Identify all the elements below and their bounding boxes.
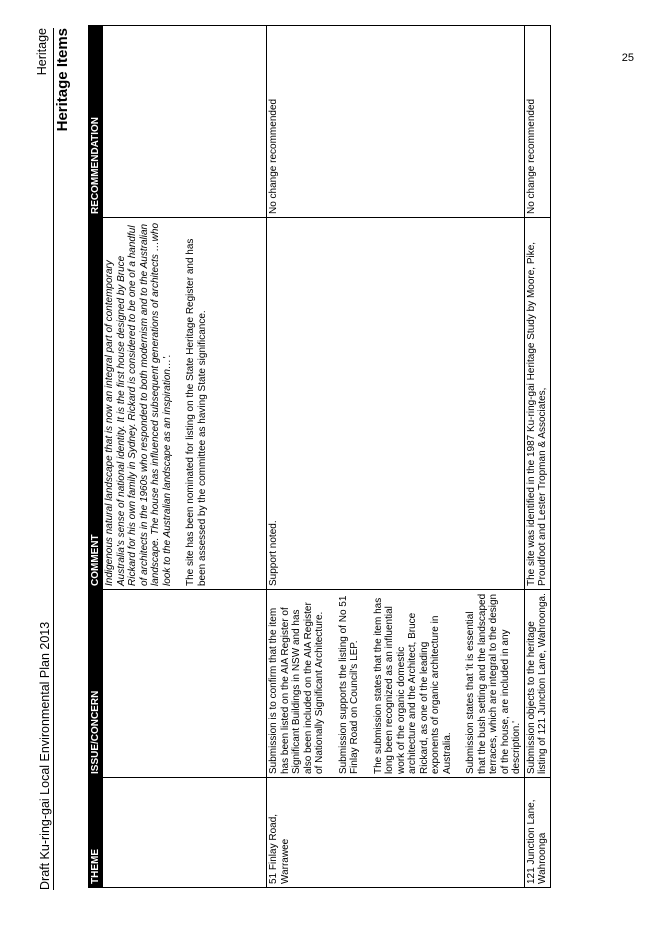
column-header-comment: COMMENT [89,218,103,590]
page-number: 25 [621,52,634,64]
heritage-items-table [88,25,551,888]
issue-paragraph: Submission objects to the heritage listing of 121 Junction Lane, Wahroonga. [525,593,548,774]
column-header-issue: ISSUE/CONCERN [89,590,103,778]
table-row [524,26,550,888]
comment-cell [267,218,525,590]
recommendation-cell: No change recommended [524,26,550,218]
theme-cell [103,778,267,888]
table-row [267,26,525,888]
issue-cell [524,590,550,778]
recommendation-cell: No change recommended [267,26,525,218]
issue-paragraph: Submission states that 'it is essential that the bush setting and the landscaped terraces, which are integral to the design of the house, are included in any description.' [465,593,522,774]
comment-paragraph: The site was identified in the 1987 Ku-ring-gai Heritage Study by Moore, Pike, Proudfoot and Lester Tropman & Associates, [525,241,548,586]
issue-paragraph: The submission states that the item has long been recognized as an influential work of the organic domestic architecture and the Architect, Bruce Rickard, as one of the leading exponents of organic architecture in Australia. [372,597,453,774]
column-header-recommendation: RECOMMENDATION [89,26,103,218]
comment-cell [524,218,550,590]
recommendation-cell [103,26,267,218]
theme-cell: 121 Junction Lane, Wahroonga [524,778,550,888]
issue-paragraph: Submission supports the listing of No 51 Finlay Road on Council's LEP. [337,595,360,774]
issue-cell [103,590,267,778]
document-title: Draft Ku-ring-gai Local Environmental Plan 2013 [38,621,52,890]
rotated-page [32,20,632,900]
comment-paragraph: Support noted. [268,520,279,586]
section-label: Heritage [35,28,49,76]
table-header-row [89,26,103,888]
column-header-theme: THEME [89,778,103,888]
comment-paragraph: The site has been nominated for listing on the State Heritage Register and has been assessed by the committee as having State significance. [185,238,208,586]
issue-cell [267,590,525,778]
page-heading: Heritage Items [54,28,71,132]
header-divider [53,28,54,890]
table-row [103,26,267,888]
issue-paragraph: Submission is to confirm that the item has been listed on the AIA Register of Significant Buildings in NSW and has also been included on the AIA Register of Nationally Significant Architecture. [268,602,325,774]
comment-cell [103,218,267,590]
comment-paragraph: Indigenous natural landscape that is now an integral part of contemporary Australia's sense of national identity. It is the first house designed by Bruce Rickard for his own family in Sydney. Rickard is considered to be one of a handful of architects in the 1960s who responded to both modernism and to the Australian landscape. The house has influenced subsequent generations of architects …who look to the Australian landscape as an inspiration…'. [104,222,173,586]
theme-cell: 51 Finlay Road, Warrawee [267,778,525,888]
